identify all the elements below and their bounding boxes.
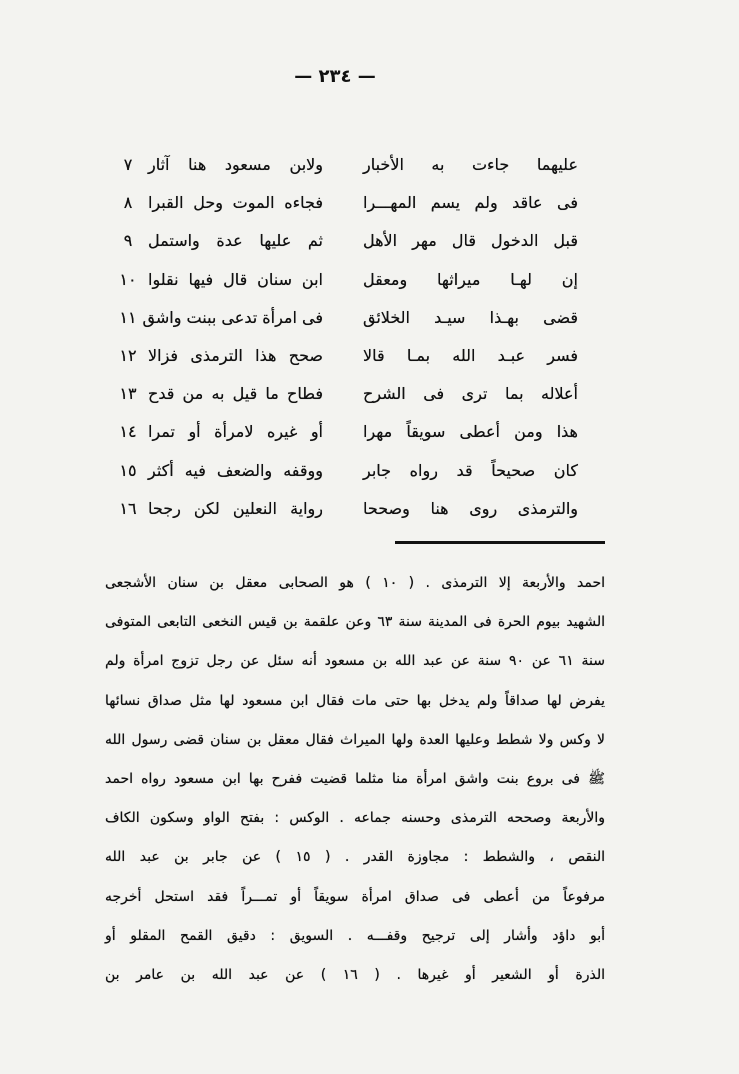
footnote-line: مرفوعاً من أعطى فى صداق امرأة سويقاً أو تمـــراً فقد استحل أخرجه [105, 888, 605, 905]
footnote-line: لا وكس ولا شطط وعليها العدة ولها الميراث فقال معقل بن سنان قضى رسول الله [105, 731, 605, 748]
verse-number: ٧ [123, 155, 133, 175]
verse-number: ١٢ [119, 346, 137, 366]
first-hemistich: كان صحيحاً قد رواه جابر [363, 460, 578, 480]
verse-number: ١١ [119, 307, 137, 327]
first-hemistich: عليهما جاءت به الأخبار [363, 155, 578, 175]
verse-line [100, 222, 578, 260]
footnote-line: الذرة أو الشعير أو غيرها . ( ١٦ ) عن عبد الله بن عامر بن [105, 966, 606, 983]
first-hemistich: فى عاقد ولم يسم المهـــرا [363, 193, 578, 213]
second-hemistich: فطاح ما قيل به من قدح [148, 384, 323, 404]
second-hemistich: صحح هذا الترمذى فزالا [148, 346, 323, 366]
page-number: — ٢٣٤ — [294, 66, 376, 87]
verse-line [100, 375, 578, 413]
second-hemistich: فجاءه الموت وحل القبرا [148, 193, 323, 213]
verse-number: ١٤ [119, 422, 137, 442]
verse-number: ٨ [123, 193, 133, 213]
verse-number: ١٣ [119, 384, 137, 404]
footnote-line: سنة ٦١ عن ٩٠ سنة عن عبد الله بن مسعود أنه سئل عن رجل تزوج امرأة ولم [105, 653, 605, 670]
verse-number: ١٥ [119, 460, 137, 480]
verse-line [100, 146, 578, 184]
second-hemistich: ابن سنان قال فيها نقلوا [148, 269, 323, 289]
footnote-line: يفرض لها صداقاً ولم يدخل بها حتى مات فقال ابن مسعود لها مثل صداق نسائها [105, 692, 605, 709]
verse-line [100, 299, 578, 337]
footnote-line: الشهيد بيوم الحرة فى المدينة سنة ٦٣ وعن علقمة بن قيس النخعى التابعى المتوفى [105, 614, 605, 631]
first-hemistich: فسر عبـد الله بمـا قالا [363, 346, 578, 366]
first-hemistich: قضى بهـذا سيـد الخلائق [363, 307, 578, 327]
first-hemistich: والترمذى روى هنا وصححا [363, 498, 578, 518]
verse-line [100, 490, 578, 528]
second-hemistich: فى امرأة تدعى ببنت واشق [142, 307, 323, 327]
poem [100, 146, 578, 528]
footnotes [105, 564, 605, 995]
second-hemistich: ولابن مسعود هنا آثار [148, 155, 323, 175]
footnote-line: أبو داؤد وأشار إلى ترجيح وقفـــه . السويق : دقيق القمح المقلو أو [105, 927, 605, 944]
second-hemistich: رواية النعلين لكن رجحا [148, 498, 323, 518]
second-hemistich: أو غيره لامرأة أو تمرا [148, 422, 323, 442]
second-hemistich: ووقفه والضعف فيه أكثر [148, 460, 323, 480]
footnote-line: والأربعة وصححه الترمذى وحسنه جماعه . الوكس : بفتح الواو وسكون الكاف [105, 810, 605, 827]
first-hemistich: هذا ومن أعطى سويقاً مهرا [363, 422, 578, 442]
verse-number: ١٦ [119, 498, 137, 518]
first-hemistich: قبل الدخول قال مهر الأهل [363, 231, 578, 251]
first-hemistich: إن لهـا ميراثها ومعقل [363, 269, 578, 289]
footnote-line: النقص ، والشطط : مجاوزة القدر . ( ١٥ ) عن جابر بن عبد الله [105, 849, 605, 866]
verse-number: ١٠ [119, 269, 137, 289]
footnote-line: احمد والأربعة إلا الترمذى . ( ١٠ ) هو الصحابى معقل بن سنان الأشجعى [105, 575, 605, 591]
verse-line [100, 413, 578, 451]
verse-line [100, 337, 578, 375]
verse-number: ٩ [123, 231, 133, 251]
first-hemistich: أعلاله بما ترى فى الشرح [363, 384, 578, 404]
verse-line [100, 261, 578, 299]
verse-line [100, 452, 578, 490]
second-hemistich: ثم عليها عدة واستمل [148, 231, 323, 251]
verse-line [100, 184, 578, 222]
footnote-line: ﷺ فى بروع بنت واشق امرأة منا مثلما قضيت ففرح بها ابن مسعود رواه احمد [105, 770, 605, 787]
footnote-separator [395, 541, 605, 544]
